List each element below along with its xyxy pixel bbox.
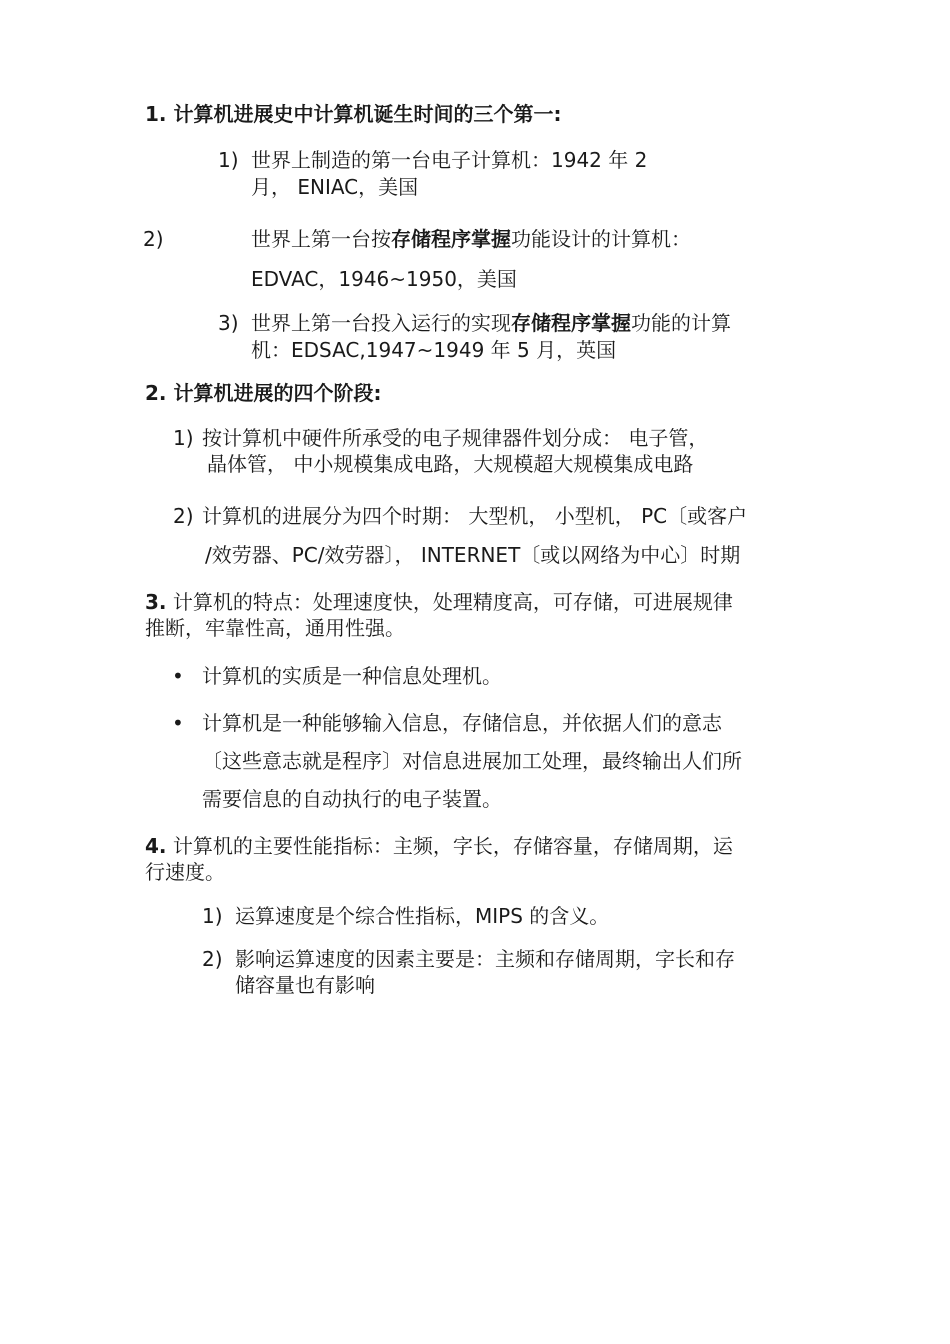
s1-item-2-line-1: [251, 226, 691, 252]
section-2-number: 2.: [145, 381, 167, 405]
s4-item-1-number: 1): [202, 904, 223, 928]
section-3-number: 3.: [145, 590, 167, 614]
s1-item-3-bold: 存储程序掌握: [511, 311, 631, 335]
section-2-heading: [145, 380, 381, 406]
bullet-1-text: 计算机的实质是一种信息处理机。: [202, 664, 502, 688]
s1-item-2-number: 2): [143, 227, 164, 251]
bullet-2-line-1: 计算机是一种能够输入信息，存储信息，并依据人们的意志: [202, 711, 722, 735]
section-3-line-2: 推断，牢靠性高，通用性强。: [145, 616, 405, 640]
s1-item-2-post: 功能设计的计算机：: [511, 227, 691, 251]
s1-item-1-line-2: 月， ENIAC，美国: [251, 175, 419, 199]
section-1-heading: [145, 101, 561, 127]
section-4-text-1: 计算机的主要性能指标：主频，字长，存储容量，存储周期，运: [172, 834, 733, 858]
bullet-2-line-3: 需要信息的自动执行的电子装置。: [202, 787, 502, 811]
bullet-2-marker: •: [172, 711, 184, 735]
s2-item-2-line-2: /效劳器、PC/效劳器〕， INTERNET〔或以网络为中心〕时期: [205, 543, 741, 567]
s4-item-1-line-1: 运算速度是个综合性指标，MIPS 的含义。: [235, 904, 610, 928]
s1-item-2-pre: 世界上第一台按: [251, 227, 391, 251]
s4-item-2-line-1: 影响运算速度的因素主要是：主频和存储周期，字长和存: [235, 947, 735, 971]
s2-item-2-number: 2): [173, 504, 194, 528]
s1-item-3-line-1: [251, 310, 731, 336]
s2-item-1-number: 1): [173, 426, 194, 450]
s1-item-3-pre: 世界上第一台投入运行的实现: [251, 311, 511, 335]
s1-item-3-post: 功能的计算: [631, 311, 731, 335]
section-4-line-1: [145, 833, 733, 859]
s1-item-2-bold: 存储程序掌握: [391, 227, 511, 251]
bullet-1-marker: •: [172, 664, 184, 688]
s1-item-3-line-2: 机：EDSAC,1947~1949 年 5 月，英国: [251, 338, 617, 362]
section-1-number: 1.: [145, 102, 167, 126]
s4-item-2-number: 2): [202, 947, 223, 971]
s1-item-1-line-1: 世界上制造的第一台电子计算机：1942 年 2: [251, 148, 648, 172]
s1-item-1-number: 1): [218, 148, 239, 172]
bullet-2-line-2: 〔这些意志就是程序〕对信息进展加工处理，最终输出人们所: [202, 749, 742, 773]
section-3-line-1: [145, 589, 733, 615]
s2-item-1-line-2: 晶体管， 中小规模集成电路，大规模超大规模集成电路: [207, 452, 694, 476]
s4-item-2-line-2: 储容量也有影响: [235, 973, 375, 997]
section-4-number: 4.: [145, 834, 167, 858]
s1-item-3-number: 3): [218, 311, 239, 335]
section-3-text-1: 计算机的特点：处理速度快，处理精度高，可存储，可进展规律: [172, 590, 733, 614]
section-2-title: 计算机进展的四个阶段:: [173, 381, 382, 405]
s2-item-1-line-1: 按计算机中硬件所承受的电子规律器件划分成： 电子管，: [202, 426, 709, 450]
s1-item-2-line-2: EDVAC，1946~1950，美国: [251, 267, 517, 291]
section-1-title: 计算机进展史中计算机诞生时间的三个第一:: [173, 102, 562, 126]
s2-item-2-line-1: 计算机的进展分为四个时期： 大型机， 小型机， PC〔或客户: [202, 504, 748, 528]
section-4-line-2: 行速度。: [145, 860, 225, 884]
